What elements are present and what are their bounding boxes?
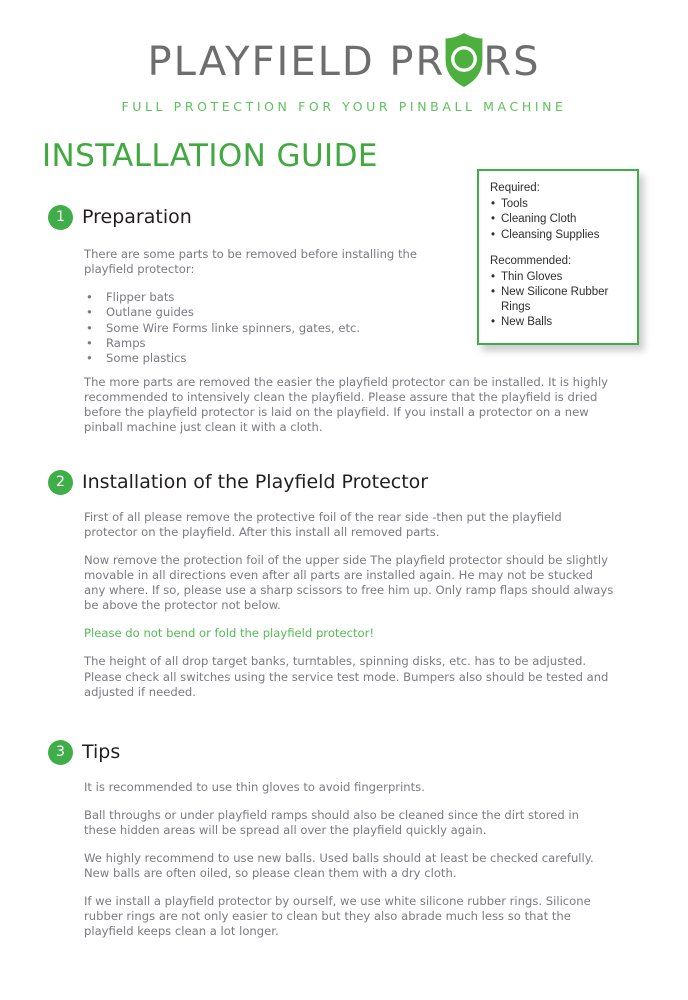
section-title: Tips [82,741,121,763]
list-item: • Cleaning Cloth [490,212,626,227]
list-item: • Flipper bats [84,290,454,305]
section-outro [84,375,624,435]
section-body [84,247,454,381]
tips-paragraph-2: Ball throughs or under playfield ramps should also be cleaned since the dirt stored in these hidden areas will be spread all over the playfield quickly again. [84,808,579,838]
section-body [84,510,614,700]
recommended-list [490,270,626,331]
installation-paragraph-3: The height of all drop target banks, turntables, spinning disks, etc. has to be adjusted. Please check all switches using the service test mode. Bumpers also should be tested and adjusted if needed. [84,654,609,699]
section-header [0,470,688,500]
list-item: • Some Wire Forms linke spinners, gates, etc. [84,321,454,336]
section-intro-paragraph: There are some parts to be removed before installing the playfield protector: [84,247,417,277]
recommended-heading: Recommended: [490,254,572,267]
section-title: Preparation [82,206,192,228]
section-tips [0,740,688,939]
section-body [84,780,609,940]
logo-text-before: PLAYFIELD PR [147,39,446,85]
page-header [0,0,688,114]
list-item: • Some plastics [84,351,454,366]
section-outro-paragraph: The more parts are removed the easier the playfield protector can be installed. It is highly recommended to intensively clean the playfield. Please assure that the playfield is dried before the playfield protector is laid on the playfield. If you install a protector on a new pinball machine just clean it with a cloth. [84,375,609,435]
requirements-box [477,169,639,345]
list-item: • Tools [490,197,626,212]
list-item: • New Silicone Rubber Rings [490,285,626,315]
section-number-badge: 2 [48,470,73,495]
installation-warning: Please do not bend or fold the playfield protector! [84,626,375,641]
shield-icon [444,32,484,88]
list-item: • Cleansing Supplies [490,228,626,243]
list-item: • New Balls [490,315,626,330]
section-header [0,740,688,770]
removal-parts-list [84,290,454,366]
section-header [0,205,688,235]
brand-tagline: FULL PROTECTION FOR YOUR PINBALL MACHINE [121,99,567,114]
tips-paragraph-4: If we install a playfield protector by ourself, we use white silicone rubber rings. Silicone rubber rings are not only easier to clean but they also abrade much less so that the playfield keeps clean a lot longer. [84,894,591,939]
tips-paragraph-3: We highly recommend to use new balls. Used balls should at least be checked carefully. New balls are often oiled, so please clean them with a dry cloth. [84,851,594,881]
list-item: • Thin Gloves [490,270,626,285]
section-title: Installation of the Playfield Protector [82,471,429,493]
brand-logo [148,34,541,90]
section-number-badge: 1 [48,205,73,230]
required-heading: Required: [490,182,540,194]
tips-paragraph-1: It is recommended to use thin gloves to avoid fingerprints. [84,780,425,794]
list-item: • Ramps [84,336,454,351]
section-installation [0,470,688,699]
list-item: • Outlane guides [84,305,454,320]
logo-text-middle: RS [483,39,541,85]
section-number-badge: 3 [48,740,73,765]
installation-paragraph-2: Now remove the protection foil of the upper side The playfield protector should be slightly movable in all directions even after all parts are installed again. He may not be stucked any where. If so, please use a sharp scissors to free him up. Only ramp flaps should always be above the protector not below. [84,553,614,613]
installation-paragraph-1: First of all please remove the protective foil of the rear side -then put the playfield protector on the playfield. After this install all removed parts. [84,510,562,540]
page-title: INSTALLATION GUIDE [42,138,378,174]
